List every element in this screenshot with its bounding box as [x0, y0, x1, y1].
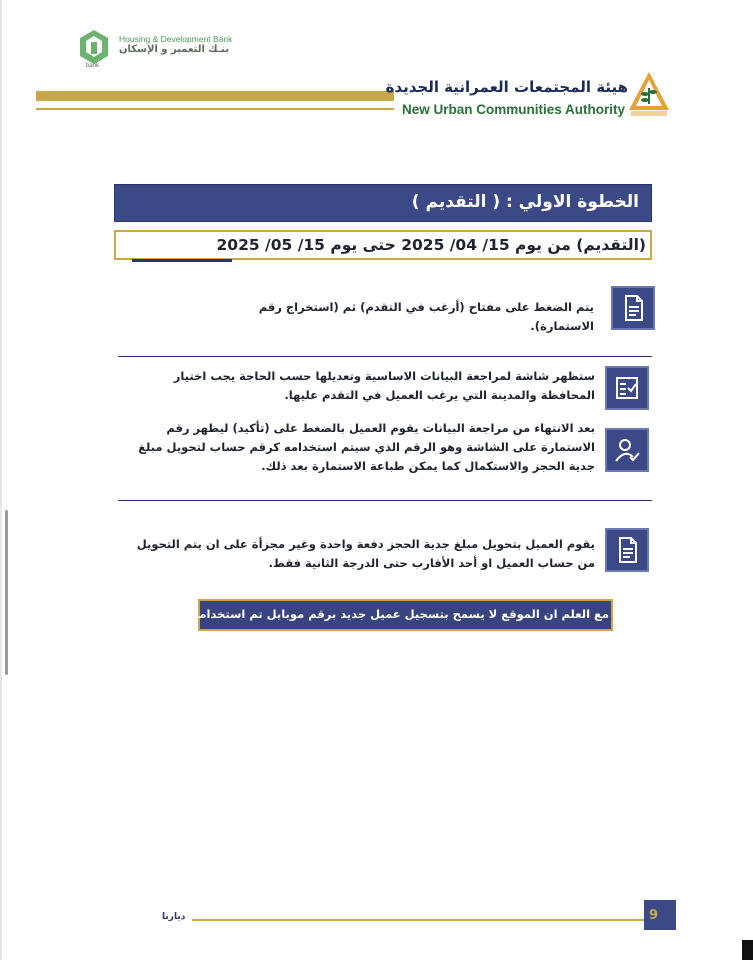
- step-title: الخطوة الاولي : ( التقديم ): [411, 192, 639, 212]
- dates-underline: [132, 259, 232, 262]
- header-gold-rule: [36, 108, 394, 110]
- form-checklist-icon: [605, 366, 649, 410]
- step-item-3-text: بعد الانتهاء من مراجعة البيانات يقوم العميل بالضغط على (تأكيد) ليظهر رقم الاستمارة على الشاشة وهو الرقم الذي سيتم استخدامه كرقم حساب لتحويل مبلغ جدية الحجز والاستكمال كما يمكن طباعة الاستمارة بعد ذلك.: [138, 421, 595, 473]
- step-item-1-text: يتم الضغط على مفتاح (أرغب في التقدم) ثم (استخراج رقم الاستمارة).: [258, 300, 594, 333]
- page-number: 9: [649, 908, 659, 923]
- corner-shadow: [742, 940, 753, 960]
- page-edge: [0, 0, 2, 960]
- section-divider: [118, 500, 652, 501]
- scrollbar-thumb[interactable]: [5, 510, 8, 675]
- user-check-icon: [605, 428, 649, 472]
- hdb-name-english: Housing & Development Bank: [119, 34, 233, 44]
- section-divider: [118, 356, 652, 357]
- nuca-name-english: New Urban Communities Authority: [401, 102, 625, 117]
- step-title-bar: [114, 184, 652, 222]
- hdb-bank-logo: [76, 26, 112, 68]
- step-item-4-text: يقوم العميل بتحويل مبلغ جدية الحجز دفعة واحدة وغير مجزأة على ان يتم التحويل من حساب العميل او أحد الأقارب حتى الدرجة الثانية فقط.: [136, 537, 595, 570]
- hdb-logo-text: bank: [86, 63, 100, 68]
- application-dates: (التقديم) من يوم 15/ 04/ 2025 حتى يوم 15/ 05/ 2025: [216, 236, 646, 254]
- footer-word: ديارنا: [162, 912, 186, 922]
- nuca-logo: [627, 70, 671, 118]
- header-gold-bar: [36, 91, 394, 101]
- step-item-2-text: ستظهر شاشة لمراجعة البيانات الاساسية وتعديلها حسب الحاجة يجب اختيار المحافظة والمدينة التي يرغب العميل في التقدم عليها.: [173, 369, 595, 402]
- hdb-name-arabic: بنـك التعمير و الإسكان: [119, 44, 229, 55]
- application-dates-box: [114, 230, 652, 260]
- note-text: مع العلم ان الموقع لا يسمح بتسجيل عميل جديد برقم موبايل تم استخدامه من قبل: [144, 607, 609, 621]
- document-icon: [611, 286, 655, 330]
- note-banner: [144, 599, 613, 631]
- document-icon: [605, 528, 649, 572]
- nuca-name-arabic: هيئة المجتمعات العمرانية الجديدة: [385, 78, 628, 96]
- footer-gold-rule: [192, 919, 644, 921]
